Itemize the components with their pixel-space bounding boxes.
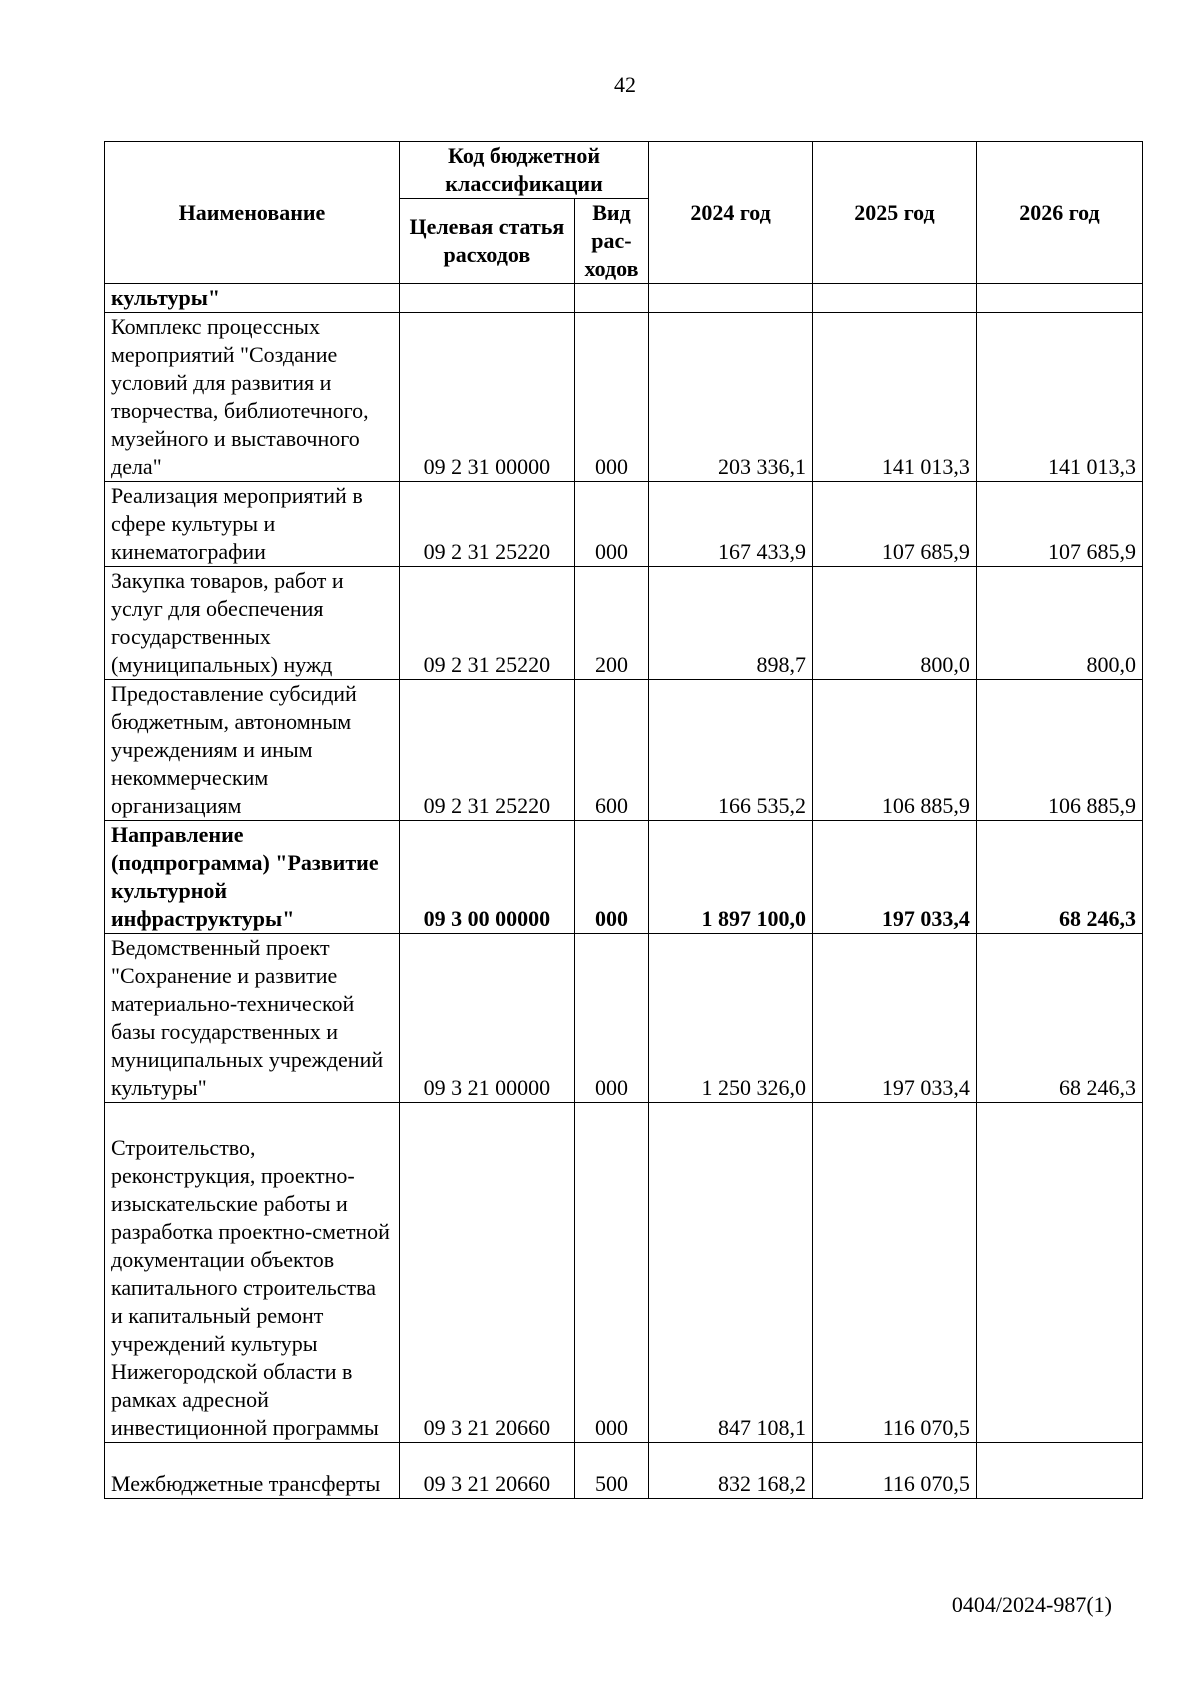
row-value-2024: 898,7: [649, 567, 813, 680]
row-kind-code: 000: [574, 934, 648, 1103]
table-body: [105, 284, 1143, 1499]
header-2026: 2026 год: [976, 142, 1142, 284]
row-value-2026: 106 885,9: [976, 680, 1142, 821]
row-value-2024: 203 336,1: [649, 313, 813, 482]
row-value-2026: [976, 284, 1142, 313]
row-kind-code: 000: [574, 313, 648, 482]
row-name: Реализация мероприятий в сфере культуры и кинематографии: [105, 482, 400, 567]
row-target-code: 09 2 31 25220: [400, 680, 575, 821]
row-value-2025: [813, 284, 977, 313]
budget-table: [104, 141, 1143, 1499]
row-value-2025: 116 070,5: [813, 1443, 977, 1499]
row-value-2024: 1 250 326,0: [649, 934, 813, 1103]
row-kind-code: 000: [574, 821, 648, 934]
row-value-2025: 197 033,4: [813, 934, 977, 1103]
row-value-2024: [649, 284, 813, 313]
row-target-code: 09 2 31 25220: [400, 482, 575, 567]
row-value-2025: 141 013,3: [813, 313, 977, 482]
row-value-2024: 832 168,2: [649, 1443, 813, 1499]
row-name: Ведомственный проект "Сохранение и развитие материально-технической базы государственных и муниципальных учреждений культуры": [105, 934, 400, 1103]
row-target-code: 09 2 31 25220: [400, 567, 575, 680]
header-name: Наименование: [105, 142, 400, 284]
header-2025: 2025 год: [813, 142, 977, 284]
header-kbk: Код бюджетной классификации: [400, 142, 649, 199]
row-target-code: 09 3 00 00000: [400, 821, 575, 934]
table-row: [105, 482, 1143, 567]
row-name: Предоставление субсидий бюджетным, автономным учреждениям и иным некоммерческим организациям: [105, 680, 400, 821]
page-number: 42: [614, 72, 636, 97]
row-kind-code: 000: [574, 482, 648, 567]
document-code: 0404/2024-987(1): [951, 1592, 1112, 1617]
row-value-2026: 68 246,3: [976, 821, 1142, 934]
row-target-code: [400, 284, 575, 313]
row-value-2024: 847 108,1: [649, 1103, 813, 1443]
row-value-2024: 167 433,9: [649, 482, 813, 567]
table-row: [105, 567, 1143, 680]
header-target: Целевая статья расходов: [400, 199, 575, 284]
row-value-2025: 197 033,4: [813, 821, 977, 934]
row-name: Закупка товаров, работ и услуг для обеспечения государственных (муниципальных) нужд: [105, 567, 400, 680]
table-row: [105, 680, 1143, 821]
row-target-code: 09 3 21 20660: [400, 1103, 575, 1443]
row-kind-code: 500: [574, 1443, 648, 1499]
table-row: [105, 1443, 1143, 1499]
row-value-2025: 106 885,9: [813, 680, 977, 821]
table-row: [105, 1103, 1143, 1443]
header-2024: 2024 год: [649, 142, 813, 284]
table-row: [105, 284, 1143, 313]
row-kind-code: 000: [574, 1103, 648, 1443]
table-row: [105, 313, 1143, 482]
row-target-code: 09 2 31 00000: [400, 313, 575, 482]
row-target-code: 09 3 21 00000: [400, 934, 575, 1103]
row-target-code: 09 3 21 20660: [400, 1443, 575, 1499]
row-value-2026: [976, 1103, 1142, 1443]
row-value-2026: 107 685,9: [976, 482, 1142, 567]
row-name: Межбюджетные трансферты: [105, 1443, 400, 1499]
row-kind-code: 600: [574, 680, 648, 821]
row-value-2026: 68 246,3: [976, 934, 1142, 1103]
row-value-2026: 800,0: [976, 567, 1142, 680]
row-value-2024: 166 535,2: [649, 680, 813, 821]
row-value-2025: 107 685,9: [813, 482, 977, 567]
row-value-2024: 1 897 100,0: [649, 821, 813, 934]
header-kind: Вид рас-ходов: [574, 199, 648, 284]
row-name: культуры": [105, 284, 400, 313]
row-value-2025: 116 070,5: [813, 1103, 977, 1443]
table-row: [105, 821, 1143, 934]
row-name: Направление (подпрограмма) "Развитие культурной инфраструктуры": [105, 821, 400, 934]
row-value-2025: 800,0: [813, 567, 977, 680]
table-row: [105, 934, 1143, 1103]
row-value-2026: [976, 1443, 1142, 1499]
row-kind-code: [574, 284, 648, 313]
row-kind-code: 200: [574, 567, 648, 680]
row-name: Комплекс процессных мероприятий "Создание условий для развития и творчества, библиотечного, музейного и выставочного дела": [105, 313, 400, 482]
row-name: Строительство, реконструкция, проектно-изыскательские работы и разработка проектно-сметной документации объектов капитального строительства и капитальный ремонт учреждений культуры Нижегородской области в рамках адресной инвестиционной программы: [105, 1103, 400, 1443]
row-value-2026: 141 013,3: [976, 313, 1142, 482]
